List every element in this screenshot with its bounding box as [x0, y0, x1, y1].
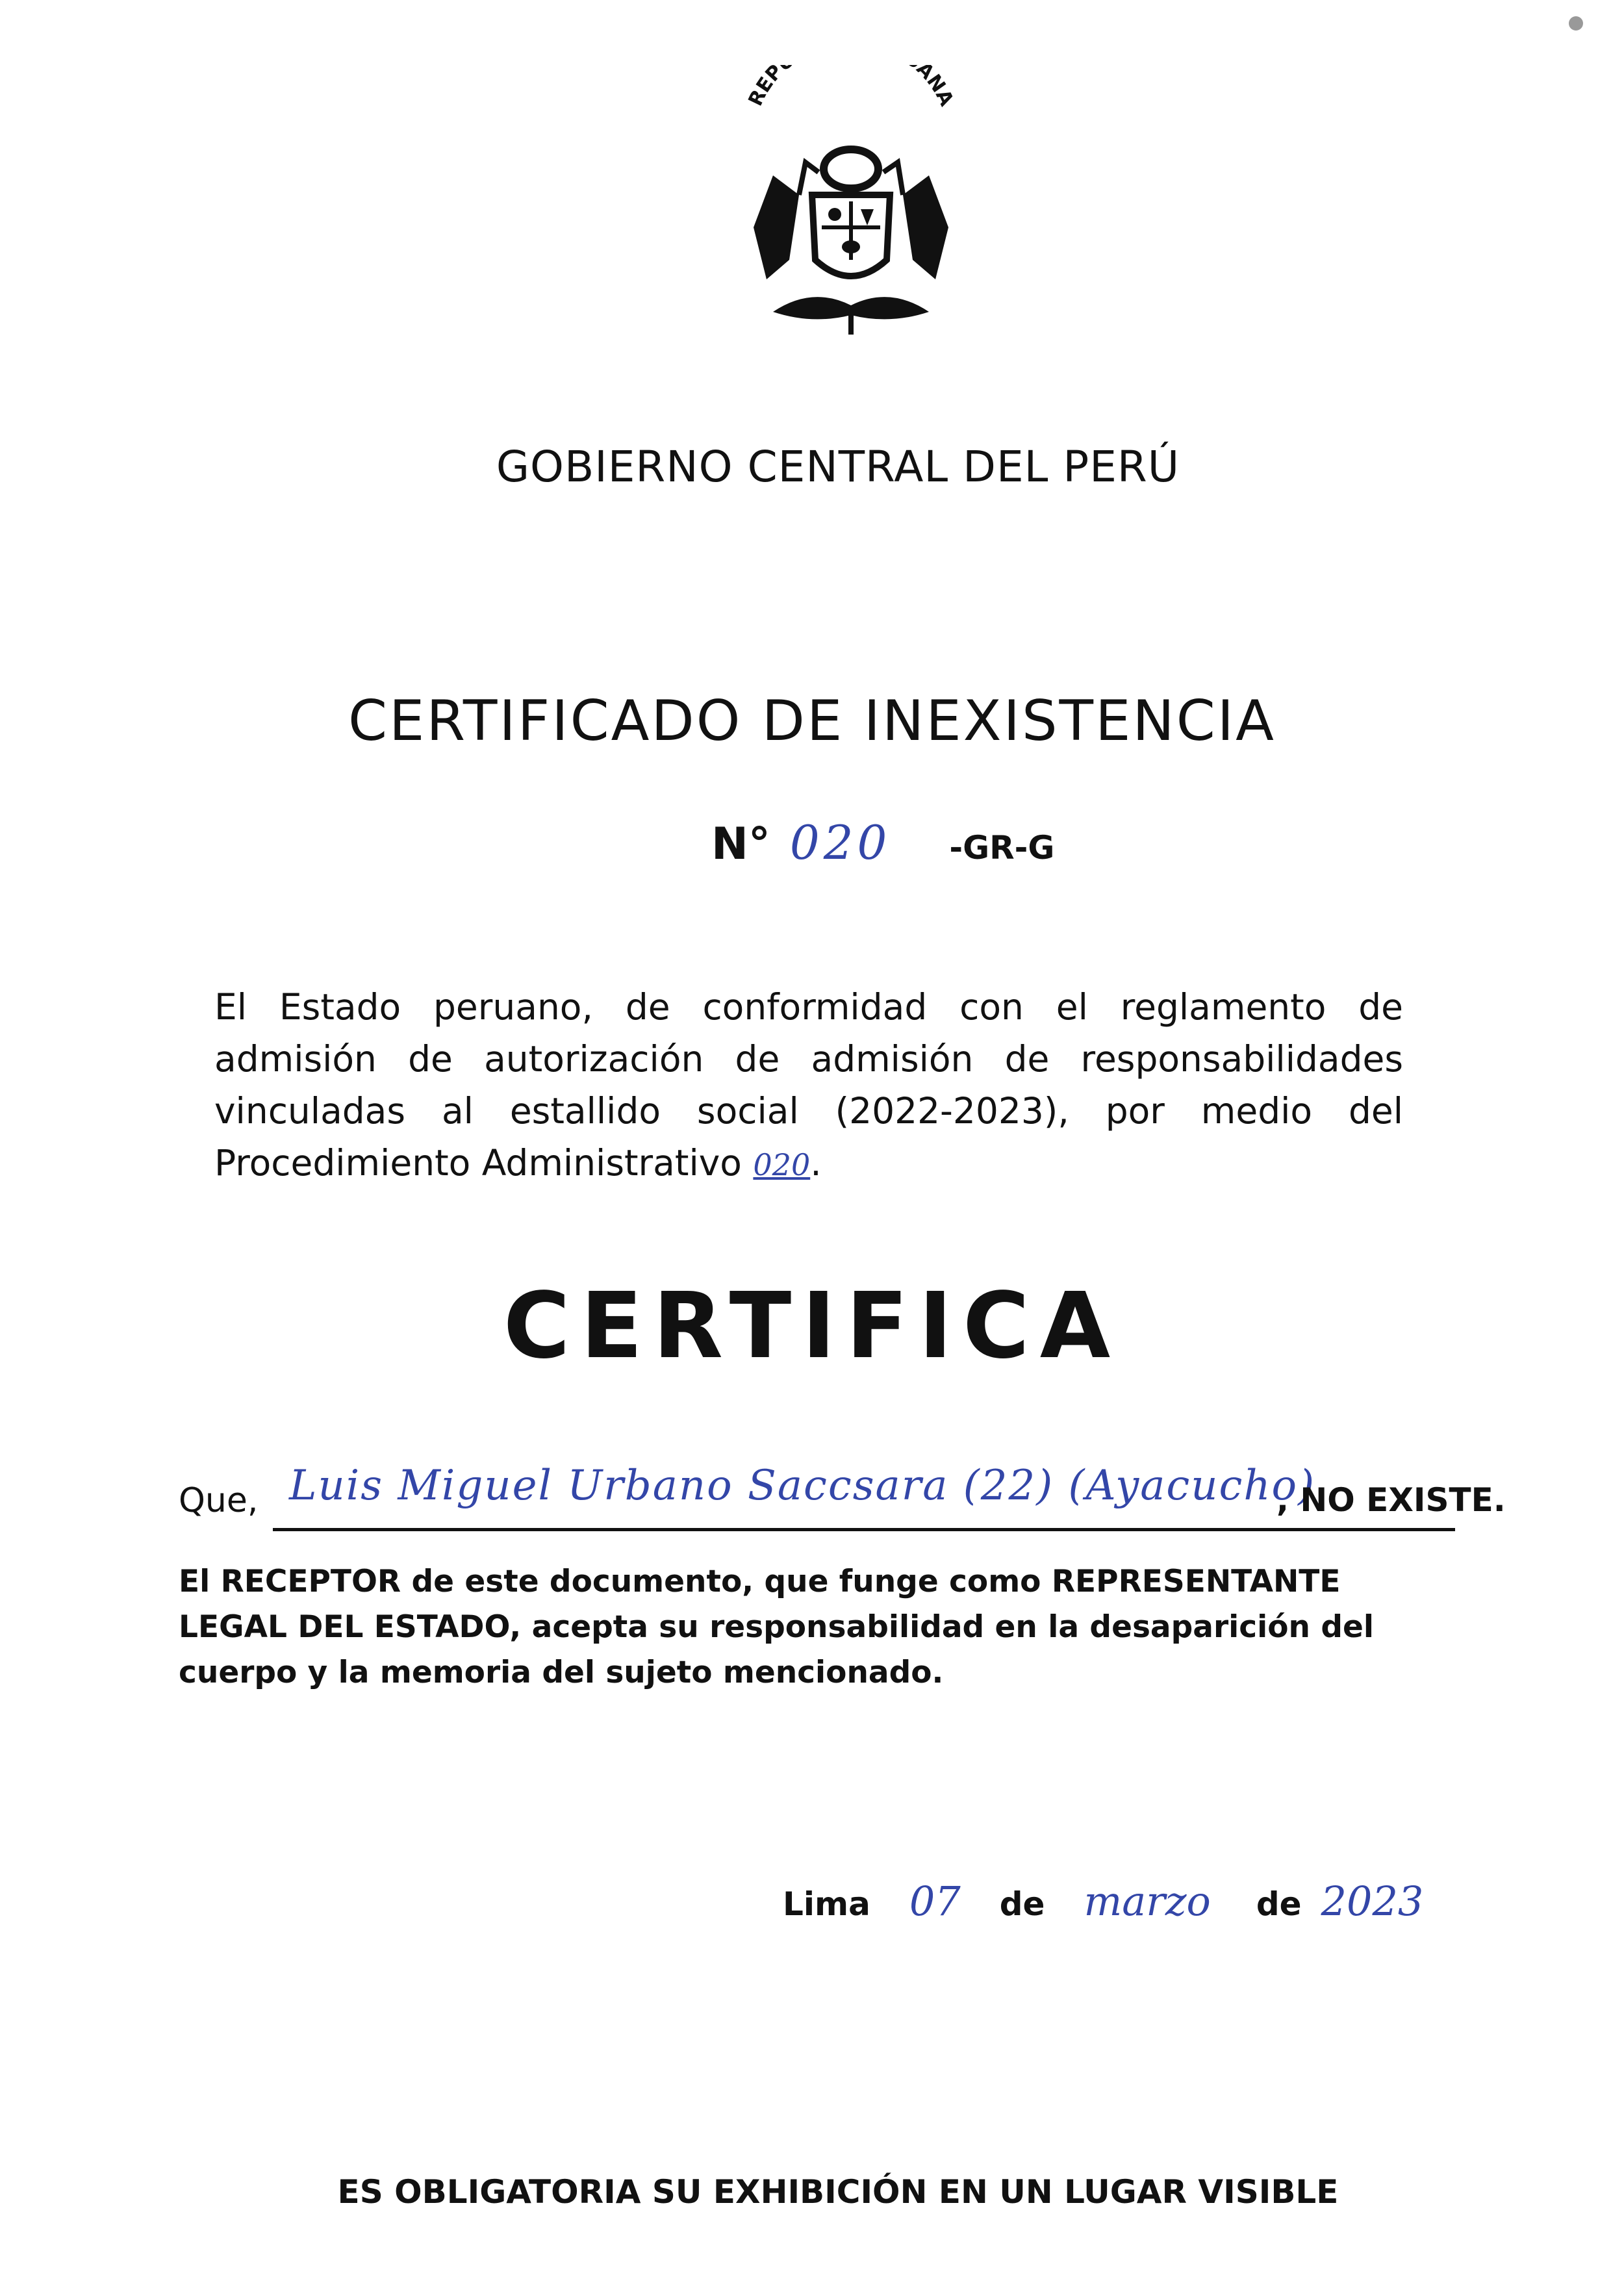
footer-notice: ES OBLIGATORIA SU EXHIBICIÓN EN UN LUGAR VISIBLE — [337, 2173, 1339, 2211]
date-month: marzo — [1084, 1877, 1211, 1925]
no-existe-label: , NO EXISTE. — [1276, 1481, 1506, 1519]
document-title: CERTIFICADO DE INEXISTENCIA — [348, 689, 1276, 754]
subject-name: Luis Miguel Urbano Saccsara (22) (Ayacucho) — [289, 1462, 1316, 1510]
legal-paragraph-text: El Estado peruano, de conformidad con el reglamento de admisión de autorización de admisión de responsabilidades vinculadas al estallido social (2022-2023), por medio del Procedimiento Administrativo — [214, 986, 1403, 1184]
seal-arc-text: REP ANA — [744, 65, 958, 110]
date-de-2: de — [1256, 1885, 1302, 1923]
certifica-heading: CERTIFICA — [503, 1273, 1121, 1379]
government-heading: GOBIERNO CENTRAL DEL PERÚ — [496, 442, 1180, 492]
paper-speck — [1569, 16, 1583, 31]
date-day: 07 — [909, 1877, 961, 1925]
paragraph-period: . — [810, 1142, 822, 1184]
receptor-paragraph: El RECEPTOR de este documento, que funge como REPRESENTANTE LEGAL DEL ESTADO, acepta su responsabilidad en la desaparición del cuerpo y la memoria del sujeto mencionado. — [179, 1564, 1374, 1690]
coat-of-arms-icon — [728, 65, 974, 338]
certificate-number-suffix: -GR-G — [949, 829, 1055, 867]
certificate-number-row — [711, 815, 1054, 870]
national-coat-of-arms-seal — [728, 65, 974, 338]
date-city: Lima — [783, 1885, 870, 1923]
date-year: 2023 — [1321, 1877, 1424, 1925]
que-label: Que, — [179, 1481, 259, 1520]
number-label: N° — [711, 819, 770, 870]
subject-line — [179, 1455, 1506, 1527]
certificate-number-value: 020 — [789, 815, 891, 870]
procedure-number: 020 — [753, 1147, 811, 1182]
date-de-1: de — [999, 1885, 1045, 1923]
name-underline — [273, 1528, 1455, 1531]
legal-paragraph — [214, 981, 1403, 1191]
date-line — [783, 1877, 1423, 1925]
